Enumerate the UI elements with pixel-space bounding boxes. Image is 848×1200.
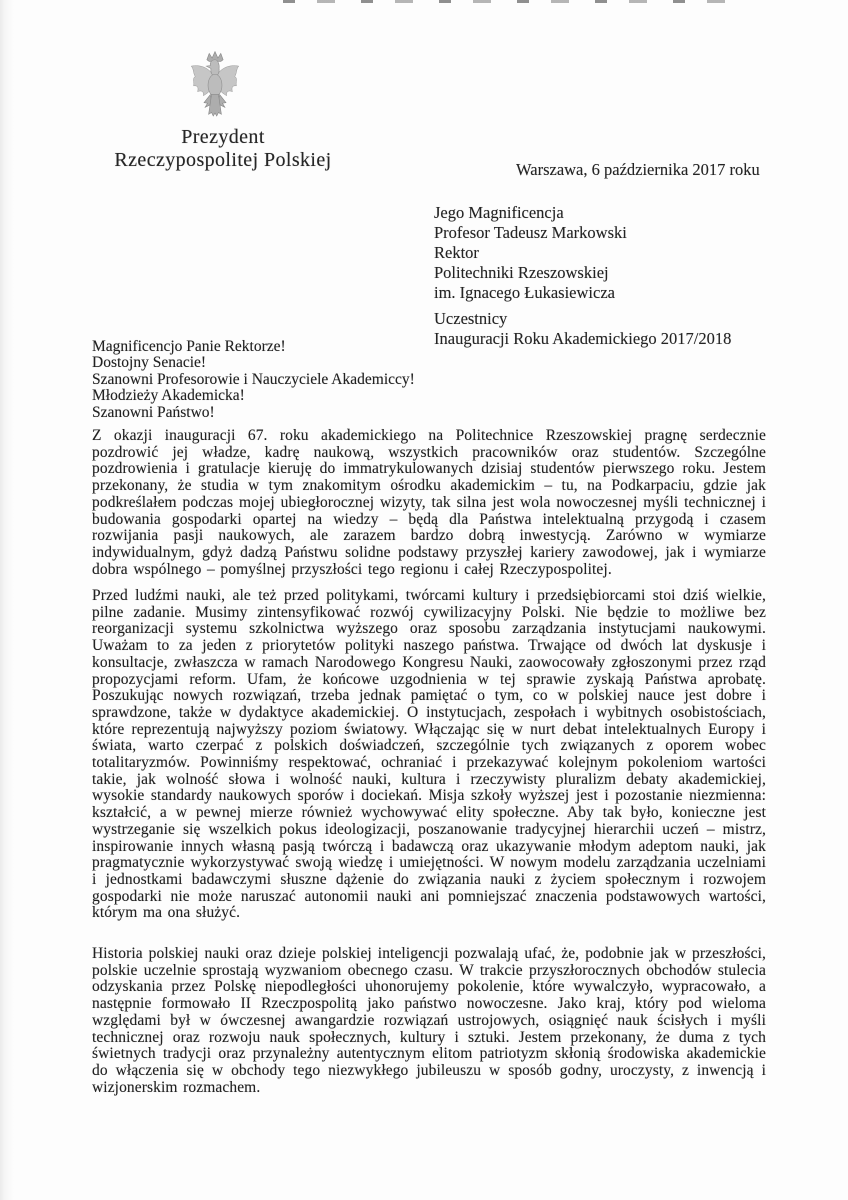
letterhead-line1: Prezydent — [181, 126, 265, 148]
recipient-block — [434, 203, 731, 349]
salutation-block — [92, 339, 415, 421]
salutation-line: Magnificencjo Panie Rektorze! — [92, 338, 286, 355]
salutation-line: Szanowni Państwo! — [92, 403, 215, 421]
recipient-line: Inauguracji Roku Akademickiego 2017/2018 — [434, 329, 732, 348]
recipient-line: im. Ignacego Łukasiewicza — [434, 283, 615, 302]
recipient-line: Rektor — [434, 243, 479, 262]
polish-eagle-emblem-icon — [186, 50, 244, 124]
sender-letterhead — [103, 126, 343, 172]
body-paragraph-1: Z okazji inauguracji 67. roku akademickiego na Politechnice Rzeszowskiej pragnę serdecznie pozdrowić jej władze, kadrę naukową, wszystkich pracowników oraz studentów. Szczególne pozdrowienia i gratulacje kieruję do immatrykulowanych dzisiaj studentów pierwszego roku. Jestem przekonany, że studia w tym znakomitym ośrodku akademickim – tu, na Podkarpaciu, gdzie jak podkreślałem podczas mojej ubiegłorocznej wizyty, tak silna jest wola nowoczesnej myśli technicznej i budowania gospodarki opartej na wiedzy – będą dla Państwa intelektualną przygodą i czasem rozwijania pasji naukowych, ale zarazem bardzo dobrą inwestycją. Zarówno w wymiarze indywidualnym, gdyż dadzą Państwu solidne podstawy przyszłej kariery zawodowej, jak i wymiarze dobra wspólnego – pomyślnej przyszłości tego regionu i całej Rzeczypospolitej. — [92, 427, 766, 578]
body-paragraph-3: Historia polskiej nauki oraz dzieje polskiej inteligencji pozwalają ufać, że, podobnie jak w przeszłości, polskie uczelnie sprostają wyzwaniom obecnego czasu. W trakcie przyszłorocznych obchodów stulecia odzyskania przez Polskę niepodległości uhonorujemy pokolenie, które wywalczyło, wypracowało, a następnie formowało II Rzeczpospolitą jako państwo nowoczesne. Jako kraj, który pod wieloma względami był w ówczesnej awangardzie rozwiązań ustrojowych, osiągnięć nauk ścisłych i myśli technicznej oraz rozwoju nauk społecznych, kultury i sztuki. Jestem przekonany, że duma z tych świetnych tradycji oraz przynależny autentycznym elitom patriotyzm skłonią środowiska akademickie do włączenia się w obchody tego niezwykłego jubileuszu w sposób godny, uroczysty, z inwencją i wizjonerskim rozmachem. — [92, 945, 766, 1096]
recipient-line: Uczestnicy — [434, 309, 508, 328]
salutation-line: Dostojny Senacie! — [92, 354, 207, 372]
letterhead-line2: Rzeczypospolitej Polskiej — [114, 149, 332, 171]
salutation-line: Młodzieży Akademicka! — [92, 387, 245, 405]
scan-artifact-top-edge — [283, 0, 743, 3]
dateline: Warszawa, 6 października 2017 roku — [516, 160, 760, 179]
recipient-line: Profesor Tadeusz Markowski — [434, 223, 627, 242]
body-paragraph-2: Przed ludźmi nauki, ale też przed politykami, twórcami kultury i przedsiębiorcami stoi dziś wielkie, pilne zadanie. Musimy zintensyfikować rozwój cywilizacyjny Polski. Nie będzie to możliwe bez reorganizacji systemu szkolnictwa wyższego oraz sposobu zarządzania instytucjami naukowymi. Uważam to za jeden z priorytetów polityki naszego państwa. Trwające od dwóch lat dyskusje i konsultacje, zwłaszcza w ramach Narodowego Kongresu Nauki, zaowocowały zgłoszonymi przez rząd propozycjami reform. Ufam, że końcowe uzgodnienia w tej sprawie zyskają Państwa aprobatę. Poszukując nowych rozwiązań, trzeba jednak pamiętać o tym, co w polskiej nauce jest dobre i sprawdzone, także w dydaktyce akademickiej. O instytucjach, zespołach i wybitnych osobistościach, które reprezentują najwyższy poziom światowy. Włączając się w nurt debat intelektualnych Europy i świata, warto czerpać z polskich doświadczeń, szczególnie tych związanych z oporem wobec totalitaryzmów. Powinniśmy respektować, ochraniać i przekazywać kolejnym pokoleniom wartości takie, jak wolność słowa i wolność nauki, kultura i rzeczywisty pluralizm debaty akademickiej, wysokie standardy naukowych sporów i dociekań. Misja szkoły wyższej jest i pozostanie niezmienna: kształcić, a w pewnej mierze również wychowywać elity społeczne. Aby tak było, konieczne jest wystrzeganie się wszelkich pokus ideologizacji, poszanowanie tradycyjnej hierarchii uczeń – mistrz, inspirowanie innych własną pasją twórczą i badawczą oraz ukazywanie młodym adeptom nauki, jak pragmatycznie wykorzystywać swoją wiedzę i umiejętności. W nowym modelu zarządzania uczelniami i jednostkami badawczymi słuszne dążenie do związania nauki z życiem społecznym i rozwojem gospodarki nie może naruszać autonomii nauki ani pomniejszać znaczenia podstawowych wartości, którym ma ona służyć. — [92, 587, 766, 922]
recipient-line: Politechniki Rzeszowskiej — [434, 263, 609, 282]
recipient-line: Jego Magnificencja — [434, 203, 564, 222]
salutation-line: Szanowni Profesorowie i Nauczyciele Akademiccy! — [92, 370, 415, 388]
